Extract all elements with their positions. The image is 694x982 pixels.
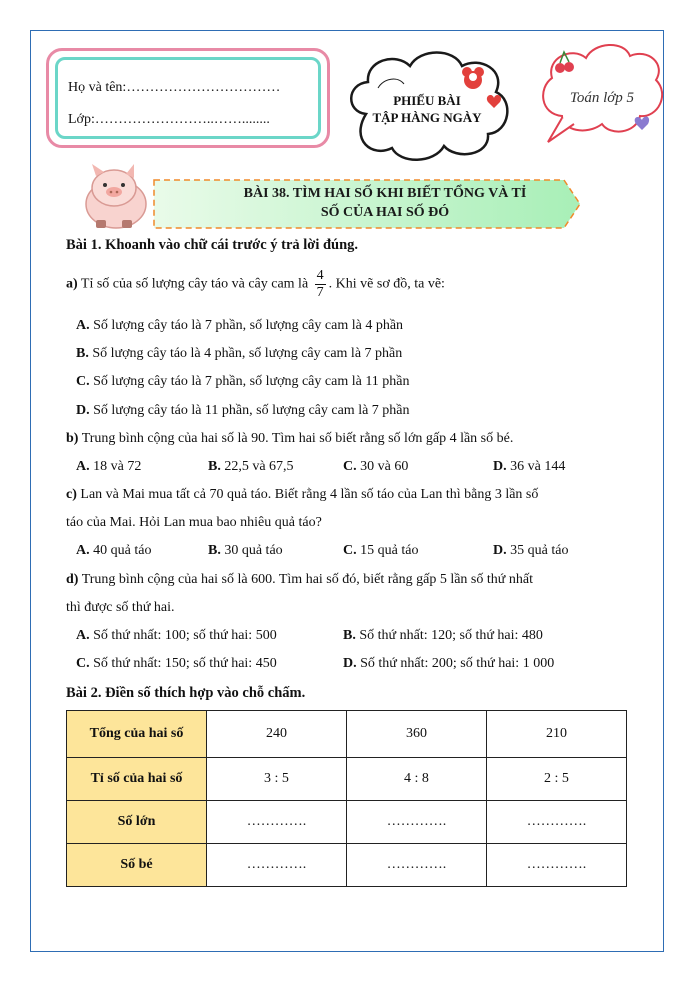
option-d-B[interactable]: B. Số thứ nhất: 120; số thứ hai: 480 <box>343 628 543 643</box>
row-header: Tỉ số của hai số <box>67 758 207 801</box>
pig-icon <box>78 160 158 232</box>
class-field[interactable]: Lớp:……………………..……........ <box>68 112 270 127</box>
question-a <box>66 268 445 301</box>
option-b-B[interactable]: B. 22,5 và 67,5 <box>208 459 294 474</box>
table-row <box>67 758 627 801</box>
answer-cell[interactable]: …………. <box>207 844 347 887</box>
row-header: Số lớn <box>67 801 207 844</box>
option-a-C[interactable]: C. Số lượng cây táo là 7 phần, số lượng cây cam là 11 phần <box>76 374 410 389</box>
student-info-inner <box>55 57 321 139</box>
name-field[interactable]: Họ và tên:…………………………… <box>68 80 281 95</box>
table-cell: 210 <box>487 711 627 758</box>
option-d-D[interactable]: D. Số thứ nhất: 200; số thứ hai: 1 000 <box>343 656 555 671</box>
fraction <box>315 268 326 301</box>
question-d-line2: thì được số thứ hai. <box>66 600 175 615</box>
option-c-A[interactable]: A. 40 quả táo <box>76 543 152 558</box>
worksheet-title-line1: PHIẾU BÀI <box>393 93 461 108</box>
option-d-C[interactable]: C. Số thứ nhất: 150; số thứ hai: 450 <box>76 656 277 671</box>
option-d-A[interactable]: A. Số thứ nhất: 100; số thứ hai: 500 <box>76 628 277 643</box>
table-cell: 2 : 5 <box>487 758 627 801</box>
table-cell: 240 <box>207 711 347 758</box>
fraction-denominator: 7 <box>316 285 324 300</box>
table-cell: 4 : 8 <box>347 758 487 801</box>
option-b-C[interactable]: C. 30 và 60 <box>343 459 409 474</box>
answer-cell[interactable]: …………. <box>347 844 487 887</box>
lesson-title <box>190 184 580 222</box>
exercise1-title: Bài 1. Khoanh vào chữ cái trước ý trả lời đúng. <box>66 237 359 253</box>
table-row <box>67 801 627 844</box>
question-c: c) Lan và Mai mua tất cả 70 quả táo. Biết rằng 4 lần số táo của Lan thì bằng 3 lần số <box>66 487 539 502</box>
option-a-B[interactable]: B. Số lượng cây táo là 4 phần, số lượng cây cam là 7 phần <box>76 346 403 361</box>
table-cell: 3 : 5 <box>207 758 347 801</box>
question-a-text-after: . Khi vẽ sơ đồ, ta vẽ: <box>328 276 445 292</box>
option-a-D[interactable]: D. Số lượng cây táo là 11 phần, số lượng cây cam là 7 phần <box>76 403 410 418</box>
option-c-B[interactable]: B. 30 quả táo <box>208 543 283 558</box>
option-b-D[interactable]: D. 36 và 144 <box>493 459 566 474</box>
option-a-A[interactable]: A. Số lượng cây táo là 7 phần, số lượng cây cam là 4 phần <box>76 318 404 333</box>
student-info-box <box>46 48 330 148</box>
option-c-D[interactable]: D. 35 quả táo <box>493 543 569 558</box>
row-header: Tổng của hai số <box>67 711 207 758</box>
lesson-title-line2: SỐ CỦA HAI SỐ ĐÓ <box>320 205 450 220</box>
question-d: d) Trung bình cộng của hai số là 600. Tìm hai số đó, biết rằng gấp 5 lần số thứ nhất <box>66 572 533 587</box>
answer-cell[interactable]: …………. <box>207 801 347 844</box>
fill-in-table <box>66 710 627 887</box>
answer-cell[interactable]: …………. <box>487 844 627 887</box>
table-row <box>67 844 627 887</box>
worksheet-title-line2: TẬP HÀNG NGÀY <box>372 110 482 125</box>
question-c-line2: táo của Mai. Hỏi Lan mua bao nhiêu quả táo? <box>66 515 322 530</box>
table-cell: 360 <box>347 711 487 758</box>
row-header: Số bé <box>67 844 207 887</box>
table-row <box>67 711 627 758</box>
answer-cell[interactable]: …………. <box>487 801 627 844</box>
fraction-numerator: 4 <box>316 268 324 283</box>
lesson-title-line1: BÀI 38. TÌM HAI SỐ KHI BIẾT TỔNG VÀ TỈ <box>243 186 527 201</box>
option-b-A[interactable]: A. 18 và 72 <box>76 459 142 474</box>
option-c-C[interactable]: C. 15 quả táo <box>343 543 419 558</box>
answer-cell[interactable]: …………. <box>347 801 487 844</box>
question-a-label: a) <box>66 276 78 292</box>
question-b: b) Trung bình cộng của hai số là 90. Tìm hai số biết rằng số lớn gấp 4 lần số bé. <box>66 431 514 446</box>
exercise2-title: Bài 2. Điền số thích hợp vào chỗ chấm. <box>66 685 306 701</box>
question-a-text: Tỉ số của số lượng cây táo và cây cam là <box>80 276 309 292</box>
subject-label: Toán lớp 5 <box>569 90 635 106</box>
